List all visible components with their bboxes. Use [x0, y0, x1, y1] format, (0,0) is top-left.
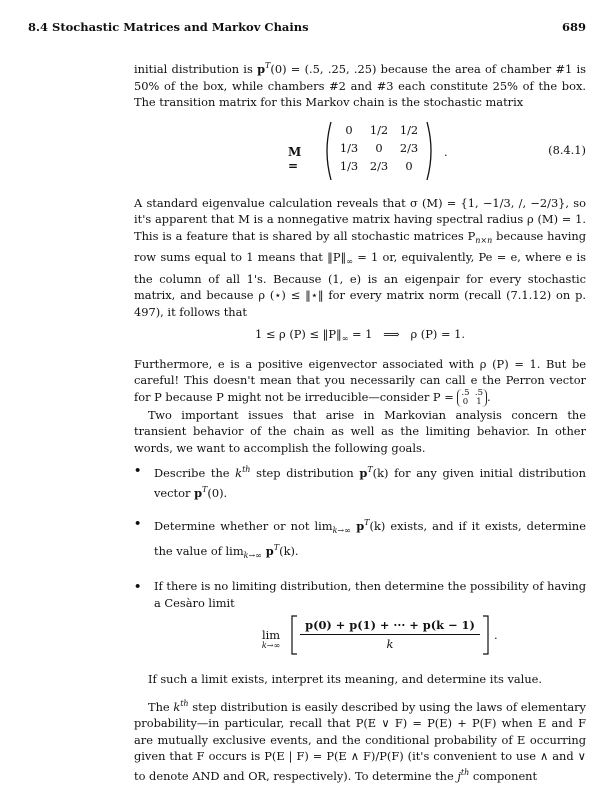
m31: 1/3: [339, 158, 359, 173]
page-body: [134, 58, 586, 784]
para6-text-c: component: [469, 768, 538, 783]
goal1-p2: p: [194, 485, 203, 500]
goal1-T: T: [367, 465, 373, 474]
para6-jth: th: [460, 767, 470, 777]
goal-item-3: [134, 578, 586, 611]
paragraph-kth-step: [134, 696, 586, 785]
paragraph-eigenvalue: [134, 195, 586, 321]
para2-sub-inf: ∞: [346, 257, 353, 266]
transpose-sup: T: [265, 61, 271, 70]
goal1-p: p: [359, 466, 368, 480]
ineq-left: 1 ≤ ρ (P) ≤ ‖P‖: [254, 327, 342, 341]
ineq-sub: ∞: [341, 334, 349, 343]
left-paren-icon: [322, 121, 332, 181]
para6-k: k: [173, 699, 181, 714]
para2-text-c: = 1 or, equivalently, Pe = e, where e is the column of all 1's. Because (1, e) is an eigenpair for every stochastic matrix, and because ρ (⋆) ≤ ‖⋆‖ for every matrix norm (recall (7.1.12) on p. 497), it follows that: [134, 250, 587, 319]
m33: 0: [405, 158, 413, 173]
para2-sub: n×n: [475, 235, 493, 245]
m22: 0: [375, 140, 383, 155]
small-matrix-row-2: 0 1: [462, 396, 482, 407]
para6-th: th: [180, 698, 189, 708]
section-title: 8.4 Stochastic Matrices and Markov Chains: [28, 20, 309, 34]
m11: 0: [345, 122, 353, 137]
m13: 1/2: [399, 122, 419, 137]
right-bracket-icon: [482, 615, 490, 655]
goal1-th: th: [242, 465, 251, 474]
goal-item-1: [134, 462, 586, 501]
goal1-text-a: Describe the: [154, 466, 236, 480]
goal3-text: If there is no limiting distribution, then determine the possibility of having a Cesàro limit: [154, 579, 586, 610]
goal2-text-a: Determine whether or not lim: [154, 519, 333, 533]
goal-item-2: [134, 515, 586, 564]
matrix-cells: [334, 123, 424, 177]
fraction: [300, 617, 480, 652]
p-vector: p: [257, 62, 266, 76]
fraction-denominator: k: [386, 637, 394, 651]
spectral-radius-inequality: [134, 326, 586, 348]
para3-text-a: Furthermore, e is a positive eigenvector associated with ρ (P) = 1. But be careful! This doesn't mean that you necessarily can call e the Perron vector for P because P might not be irreducible—consider P =: [134, 356, 586, 404]
bullet-icon: •: [134, 579, 142, 593]
m21: 1/3: [339, 140, 359, 155]
para1-text-b: (0) = (.5, .25, .25) because the area of chamber #1 is 50% of the box, while chambers #2 and #3 each constitute 25% of the box. The transition matrix for this Markov chain is the stochastic matrix: [134, 62, 586, 109]
running-header: [28, 20, 586, 38]
page-number: 689: [561, 20, 586, 34]
cesaro-limit: [134, 615, 586, 659]
equation-number: (8.4.1): [548, 142, 586, 157]
goal2-sub2: k→∞: [243, 550, 262, 560]
para2-text-a: A standard eigenvalue calculation reveals that σ (M) = {1, −1/3, /, −2/3}, so it's apparent that M is a nonnegative matrix having spectral radius ρ (M) = 1. This is a feature that is shared by all stochastic matrices P: [134, 195, 586, 243]
bullet-icon: •: [134, 463, 142, 477]
goal1-T2: T: [202, 484, 208, 494]
cesaro-trail: .: [494, 628, 498, 642]
para2-text-b: because having row sums equal to 1 means that ‖P‖: [134, 228, 586, 264]
goal2-sub: k→∞: [332, 526, 351, 535]
fraction-numerator: p(0) + p(1) + ··· + p(k − 1): [305, 618, 475, 632]
goal1-k: k: [235, 466, 243, 480]
m32: 2/3: [369, 158, 389, 173]
goals-list: [134, 462, 586, 611]
goal2-p: p: [350, 519, 365, 533]
m23: 2/3: [399, 140, 419, 155]
goal2-p2: p: [261, 543, 274, 558]
para6-text-a: The: [148, 699, 174, 714]
goal1-text-c: (k) for any given initial distribution vector: [154, 466, 586, 500]
para6-j: j: [457, 768, 461, 783]
lim-text: lim: [261, 628, 281, 642]
left-bracket-icon: [290, 615, 298, 655]
matrix-row-2: [334, 141, 424, 159]
matrix-row-1: [334, 123, 424, 141]
lim-sub: k→∞: [261, 641, 281, 650]
small-matrix-row-1: .5 .5: [461, 387, 483, 398]
matrix-trail: .: [444, 144, 448, 159]
goal2-T2: T: [273, 542, 280, 552]
para1-text-a: initial distribution is: [134, 62, 258, 76]
transition-matrix-equation: [134, 121, 586, 185]
lim-operator: [256, 629, 286, 650]
ineq-right: = 1 ⟹ ρ (P) = 1.: [348, 327, 466, 341]
goal2-T: T: [364, 518, 370, 527]
goal2-text-b: (k) exists, and if it exists, determine the value of lim: [154, 519, 586, 558]
goal1-text-b: step distribution: [250, 466, 360, 480]
paragraph-initial-distribution: [134, 58, 586, 111]
fraction-bar: [300, 634, 480, 635]
para6-text-b: step distribution is easily described by using the laws of elementary probability—in particular, recall that P(E ∨ F) = P(E) + P(F) when E and F are mutually exclusive events, and the conditional probability of E occurring given that F occurs is P(E | F) = P(E ∧ F)/P(F) (it's convenient to use ∧ and ∨ to denote AND and OR, respectively). To determine the: [134, 699, 586, 783]
m12: 1/2: [369, 122, 389, 137]
matrix-lhs: M =: [288, 144, 302, 173]
paragraph-issues: Two important issues that arise in Markovian analysis concern the transient behavior of the chain as well as the limiting behavior. In other words, we want to accomplish the following goals.: [134, 407, 586, 455]
matrix-row-3: [334, 159, 424, 177]
paragraph-limit-interpret: If such a limit exists, interpret its meaning, and determine its value.: [148, 672, 543, 686]
right-paren-icon: [426, 121, 436, 181]
bullet-icon: •: [134, 516, 142, 530]
goal1-text-d: (0).: [207, 485, 228, 500]
small-matrix: [457, 389, 487, 407]
goal2-text-c: (k).: [279, 543, 299, 558]
paragraph-furthermore: [134, 356, 586, 407]
para3-trail: .: [487, 389, 491, 404]
